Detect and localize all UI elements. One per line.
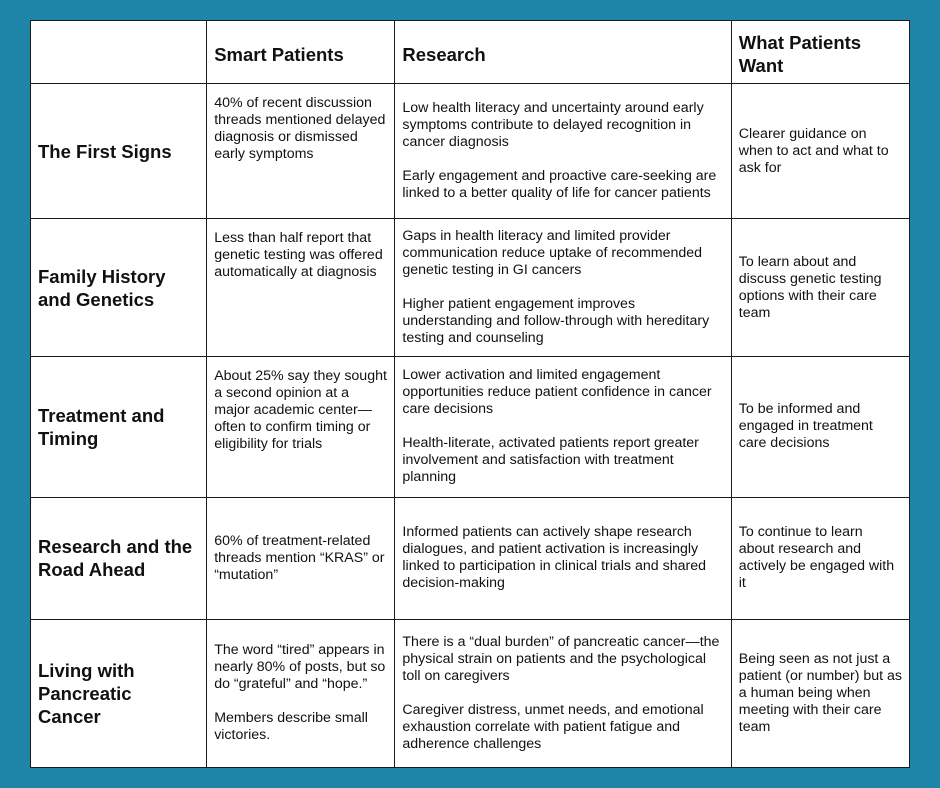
patients-want-cell: To learn about and discuss genetic testing options with their care team: [731, 219, 909, 357]
comparison-sheet: [30, 20, 910, 768]
smart-patients-text: The word “tired” appears in nearly 80% of posts, but so do “grateful” and “hope.”: [214, 642, 386, 693]
table-row: [31, 84, 910, 219]
research-text: Higher patient engagement improves understanding and follow-through with hereditary testing and counseling: [402, 296, 710, 347]
research-cell: [395, 357, 731, 497]
table-row: [31, 619, 910, 767]
research-text: Early engagement and proactive care-seeking are linked to a better quality of life for cancer patients: [402, 168, 717, 202]
research-text: Informed patients can actively shape research dialogues, and patient activation is increasingly linked to participation in clinical trials and shared decision-making: [402, 524, 707, 592]
patients-want-cell: Clearer guidance on when to act and what to ask for: [731, 84, 909, 219]
smart-patients-text: 40% of recent discussion threads mentioned delayed diagnosis or dismissed early symptoms: [214, 95, 386, 162]
header-research: Research: [395, 21, 731, 84]
row-topic: Living with Pancreatic Cancer: [31, 619, 207, 767]
table-row: [31, 219, 910, 357]
header-what-patients-want: What Patients Want: [731, 21, 909, 84]
research-text: Caregiver distress, unmet needs, and emotional exhaustion correlate with patient fatigue and adherence challenges: [402, 701, 704, 752]
patients-want-cell: To continue to learn about research and actively be engaged with it: [731, 497, 909, 619]
smart-patients-cell: [207, 619, 395, 767]
research-text: Gaps in health literacy and limited provider communication reduce uptake of recommended genetic testing in GI cancers: [402, 228, 703, 279]
patients-want-cell: To be informed and engaged in treatment care decisions: [731, 357, 909, 497]
smart-patients-text: Members describe small victories.: [214, 710, 368, 744]
smart-patients-text: About 25% say they sought a second opinion at a major academic center—often to confirm timing or eligibility for trials: [214, 368, 387, 453]
research-cell: [395, 619, 731, 767]
research-text: Low health literacy and uncertainty around early symptoms contribute to delayed recognition in cancer diagnosis: [402, 100, 704, 151]
smart-patients-text: Less than half report that genetic testing was offered automatically at diagnosis: [214, 230, 383, 281]
header-smart-patients: Smart Patients: [207, 21, 395, 84]
smart-patients-cell: [207, 497, 395, 619]
row-topic: Research and the Road Ahead: [31, 497, 207, 619]
research-cell: [395, 497, 731, 619]
smart-patients-cell: [207, 84, 395, 219]
table-row: [31, 357, 910, 497]
row-topic: Treatment and Timing: [31, 357, 207, 497]
row-topic: The First Signs: [31, 84, 207, 219]
comparison-table: [30, 20, 910, 768]
smart-patients-text: 60% of treatment-related threads mention “KRAS” or “mutation”: [214, 532, 385, 583]
research-cell: [395, 219, 731, 357]
research-cell: [395, 84, 731, 219]
smart-patients-cell: [207, 357, 395, 497]
research-text: There is a “dual burden” of pancreatic cancer—the physical strain on patients and the psychological toll on caregivers: [402, 633, 720, 684]
header-corner-cell: [31, 21, 207, 84]
row-topic: Family History and Genetics: [31, 219, 207, 357]
smart-patients-cell: [207, 219, 395, 357]
research-text: Health-literate, activated patients report greater involvement and satisfaction with treatment planning: [402, 435, 699, 486]
research-text: Lower activation and limited engagement opportunities reduce patient confidence in cancer care decisions: [402, 367, 712, 418]
table-row: [31, 497, 910, 619]
patients-want-cell: Being seen as not just a patient (or number) but as a human being when meeting with their care team: [731, 619, 909, 767]
header-row: [31, 21, 910, 84]
